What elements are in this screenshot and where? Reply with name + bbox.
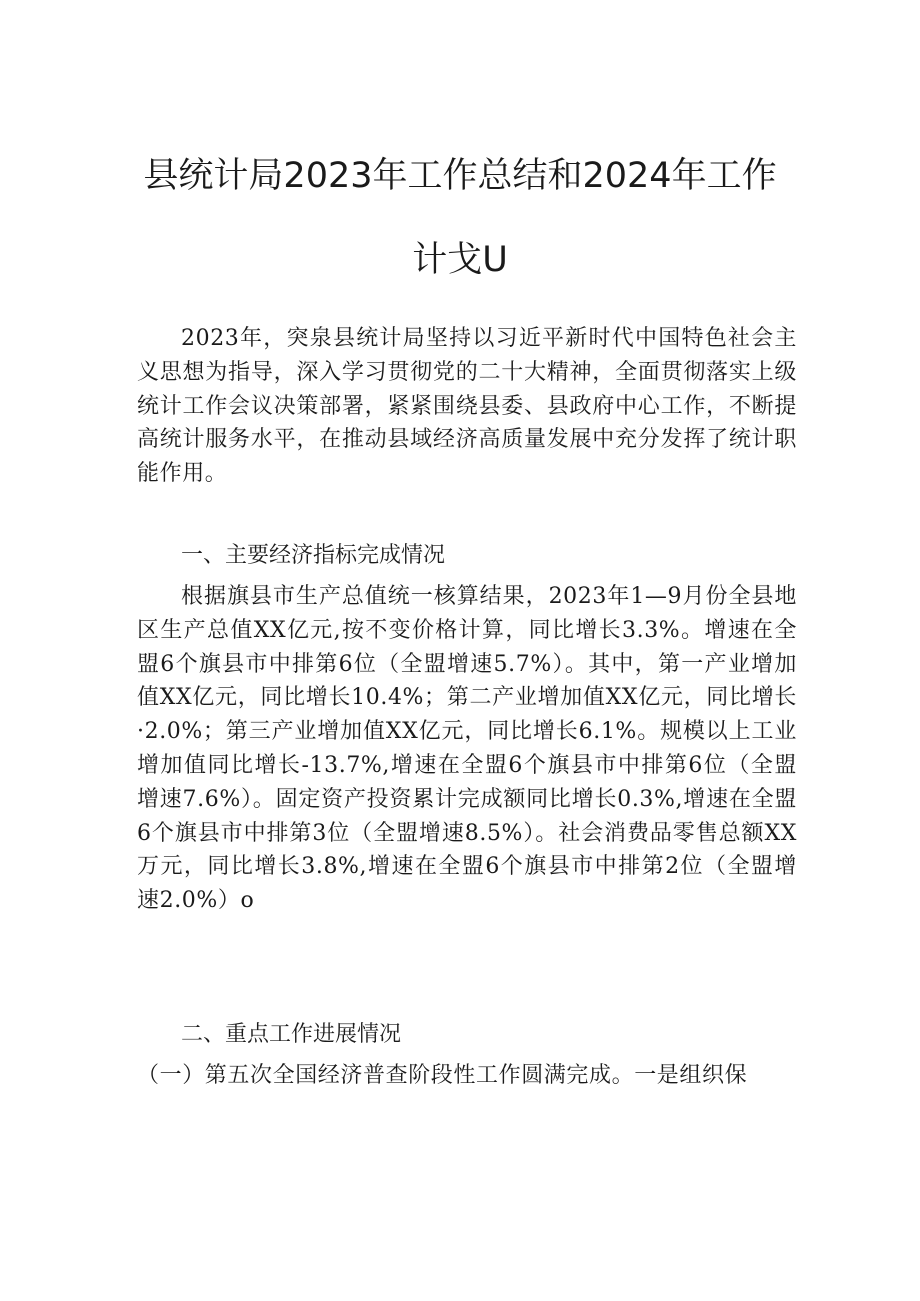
section1-heading: 一、主要经济指标完成情况 <box>181 543 446 568</box>
document-title-line2: 计戈U <box>412 240 508 280</box>
section2-subheading: （一）第五次全国经济普查阶段性工作圆满完成。一是组织保 <box>137 1063 748 1088</box>
intro-paragraph: 2023年，突泉县统计局坚持以习近平新时代中国特色社会主义思想为指导，深入学习贯彻党的二十大精神，全面贯彻落实上级统计工作会议决策部署，紧紧围绕县委、县政府中心工作，不断提高统计服务水平，在推动县域经济高质量发展中充分发挥了统计职能作用。 <box>137 326 797 487</box>
section2-heading: 二、重点工作进展情况 <box>181 1022 402 1047</box>
document-title-line1: 县统计局2023年工作总结和2024年工作 <box>143 156 777 196</box>
section1-paragraph: 根据旗县市生产总值统一核算结果，2023年1—9月份全县地区生产总值XX亿元,按不变价格计算，同比增长3.3%。增速在全盟6个旗县市中排第6位（全盟增速5.7%）。其中，第一产业增加值XX亿元，同比增长10.4%；第二产业增加值XX亿元，同比增长·2.0%；第三产业增加值XX亿元，同比增长6.1%。规模以上工业增加值同比增长-13.7%,增速在全盟6个旗县市中排第6位（全盟增速7.6%）。固定资产投资累计完成额同比增长0.3%,增速在全盟6个旗县市中排第3位（全盟增速8.5%）。社会消费品零售总额XX万元，同比增长3.8%,增速在全盟6个旗县市中排第2位（全盟增速2.0%）o <box>137 584 797 914</box>
